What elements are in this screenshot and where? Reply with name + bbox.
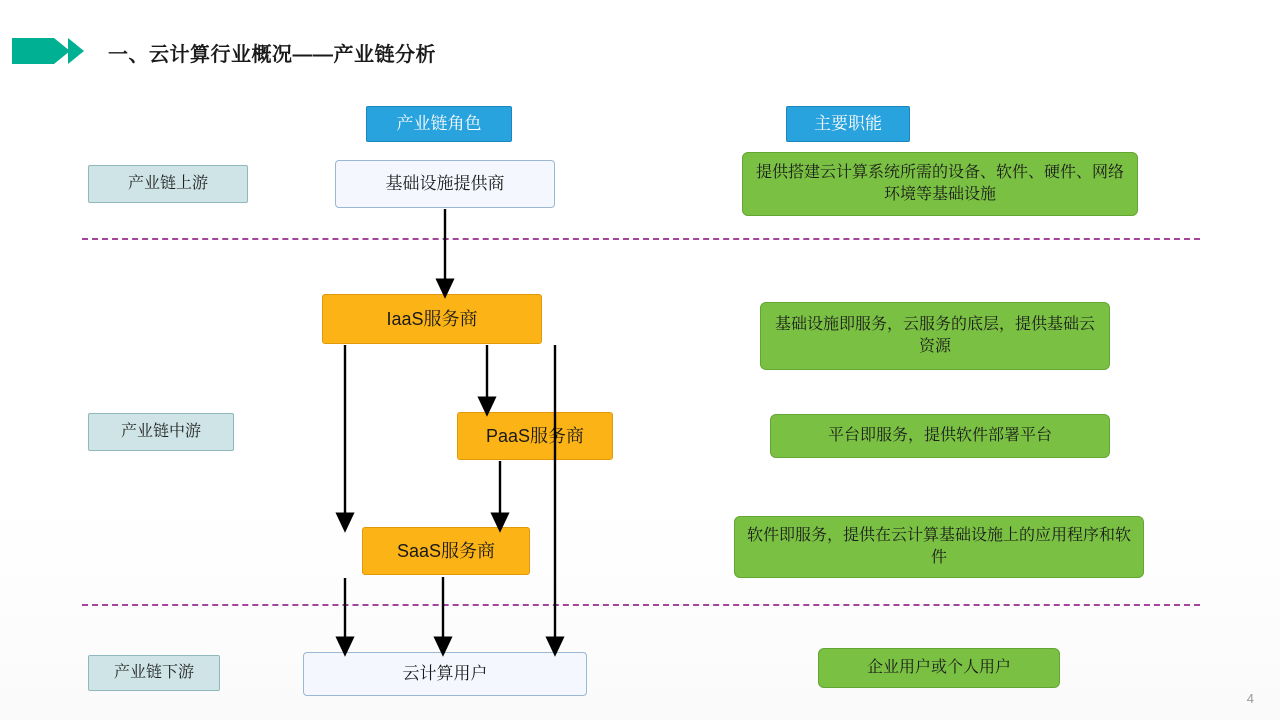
chevron-right-icon-2 [68,38,84,64]
duty-box-paas: 平台即服务，提供软件部署平台 [770,414,1110,458]
divider-midstream-downstream [82,604,1200,606]
divider-upstream-midstream [82,238,1200,240]
slide-header [0,18,1280,64]
duty-box-iaas: 基础设施即服务，云服务的底层，提供基础云资源 [760,302,1110,370]
stage-label-upstream: 产业链上游 [88,165,248,203]
role-box-cloud-users[interactable]: 云计算用户 [303,652,587,696]
role-box-saas-provider[interactable]: SaaS服务商 [362,527,530,575]
stage-label-downstream: 产业链下游 [88,655,220,691]
page-number: 4 [1246,691,1254,706]
page-title: 一、云计算行业概况——产业链分析 [108,44,436,66]
stage-label-midstream: 产业链中游 [88,413,234,451]
duty-box-saas: 软件即服务，提供在云计算基础设施上的应用程序和软件 [734,516,1144,578]
duty-box-end-users: 企业用户或个人用户 [818,648,1060,688]
column-header-duty: 主要职能 [786,106,910,142]
role-box-infrastructure-provider[interactable]: 基础设施提供商 [335,160,555,208]
duty-box-infrastructure: 提供搭建云计算系统所需的设备、软件、硬件、网络环境等基础设施 [742,152,1138,216]
column-header-role: 产业链角色 [366,106,512,142]
role-box-iaas-provider[interactable]: IaaS服务商 [322,294,542,344]
accent-bar [12,38,54,64]
role-box-paas-provider[interactable]: PaaS服务商 [457,412,613,460]
